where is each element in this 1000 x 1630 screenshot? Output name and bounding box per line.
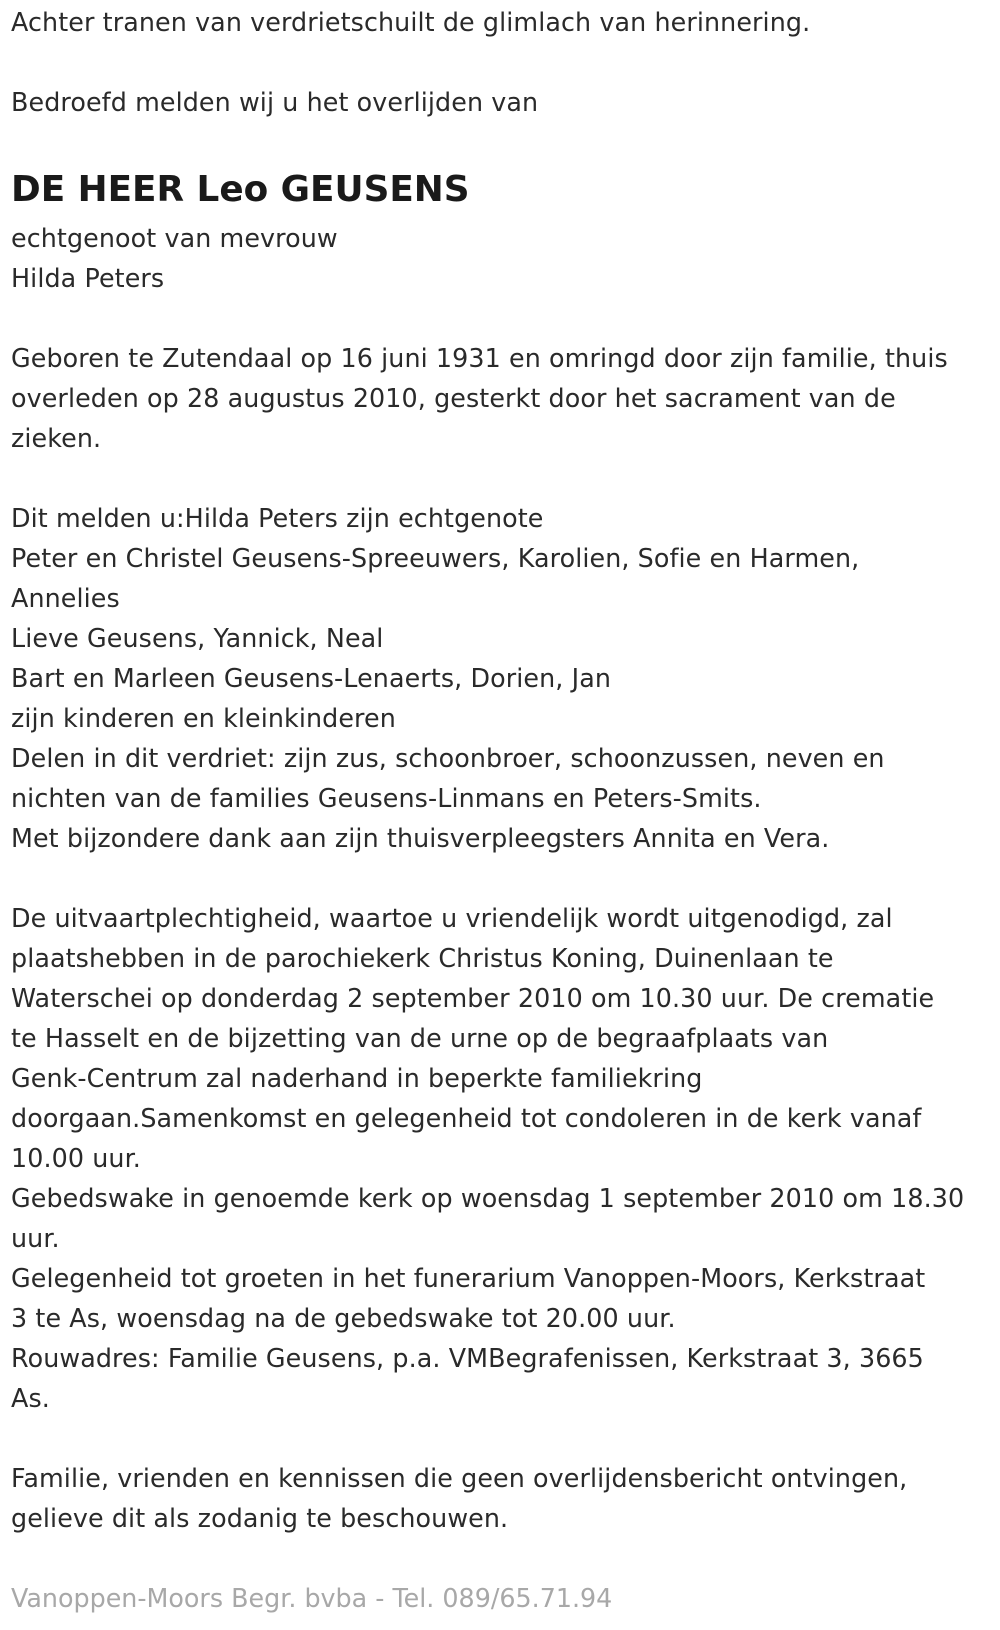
family-line: nichten van de families Geusens-Linmans en Peters-Smits. xyxy=(11,783,762,813)
funeral-line: Waterschei op donderdag 2 september 2010 om 10.30 uur. De crematie xyxy=(11,983,935,1013)
funeral-block xyxy=(11,898,991,1418)
closing-block xyxy=(11,1458,991,1538)
birth-death-line: Geboren te Zutendaal op 16 juni 1931 en omringd door zijn familie, thuis xyxy=(11,343,948,373)
funeral-line: plaatshebben in de parochiekerk Christus Koning, Duinenlaan te xyxy=(11,943,834,973)
birth-death-line: overleden op 28 augustus 2010, gesterkt door het sacrament van de xyxy=(11,383,896,413)
funeral-line: te Hasselt en de bijzetting van de urne op de begraafplaats van xyxy=(11,1023,829,1053)
spacer xyxy=(11,458,991,498)
family-line: Bart en Marleen Geusens-Lenaerts, Dorien, Jan xyxy=(11,663,612,693)
family-line: Lieve Geusens, Yannick, Neal xyxy=(11,623,384,653)
spacer xyxy=(11,858,991,898)
funeral-line: As. xyxy=(11,1383,50,1413)
funeral-line: Gelegenheid tot groeten in het funerarium Vanoppen-Moors, Kerkstraat xyxy=(11,1263,926,1293)
death-notice xyxy=(11,2,991,1618)
family-line: Annelies xyxy=(11,583,120,613)
funeral-line: Rouwadres: Familie Geusens, p.a. VMBegrafenissen, Kerkstraat 3, 3665 xyxy=(11,1343,924,1373)
funeral-line: doorgaan.Samenkomst en gelegenheid tot condoleren in de kerk vanaf xyxy=(11,1103,922,1133)
spouse-block xyxy=(11,218,991,298)
birth-death-line: zieken. xyxy=(11,423,102,453)
spacer xyxy=(11,42,991,82)
family-line: Dit melden u:Hilda Peters zijn echtgenote xyxy=(11,503,544,533)
spouse-line: echtgenoot van mevrouw xyxy=(11,223,338,253)
funeral-line: 10.00 uur. xyxy=(11,1143,141,1173)
quote: Achter tranen van verdrietschuilt de glimlach van herinnering. xyxy=(11,7,811,37)
spacer xyxy=(11,122,991,162)
family-line: Met bijzondere dank aan zijn thuisverpleegsters Annita en Vera. xyxy=(11,823,830,853)
announcement: Bedroefd melden wij u het overlijden van xyxy=(11,87,539,117)
funeral-line: 3 te As, woensdag na de gebedswake tot 20.00 uur. xyxy=(11,1303,676,1333)
family-line: Peter en Christel Geusens-Spreeuwers, Karolien, Sofie en Harmen, xyxy=(11,543,860,573)
family-line: Delen in dit verdriet: zijn zus, schoonbroer, schoonzussen, neven en xyxy=(11,743,885,773)
closing-line: gelieve dit als zodanig te beschouwen. xyxy=(11,1503,509,1533)
funeral-line: Gebedswake in genoemde kerk op woensdag 1 september 2010 om 18.30 xyxy=(11,1183,965,1213)
birth-death-block xyxy=(11,338,991,458)
spacer xyxy=(11,1538,991,1578)
funeral-line: Genk-Centrum zal naderhand in beperkte familiekring xyxy=(11,1063,703,1093)
funeral-line: uur. xyxy=(11,1223,60,1253)
spacer xyxy=(11,298,991,338)
undertaker-footer: Vanoppen-Moors Begr. bvba - Tel. 089/65.71.94 xyxy=(11,1583,613,1613)
funeral-line: De uitvaartplechtigheid, waartoe u vriendelijk wordt uitgenodigd, zal xyxy=(11,903,893,933)
family-block xyxy=(11,498,991,858)
spacer xyxy=(11,1418,991,1458)
closing-line: Familie, vrienden en kennissen die geen overlijdensbericht ontvingen, xyxy=(11,1463,908,1493)
family-line: zijn kinderen en kleinkinderen xyxy=(11,703,396,733)
deceased-name: DE HEER Leo GEUSENS xyxy=(11,169,470,210)
spouse-line: Hilda Peters xyxy=(11,263,165,293)
